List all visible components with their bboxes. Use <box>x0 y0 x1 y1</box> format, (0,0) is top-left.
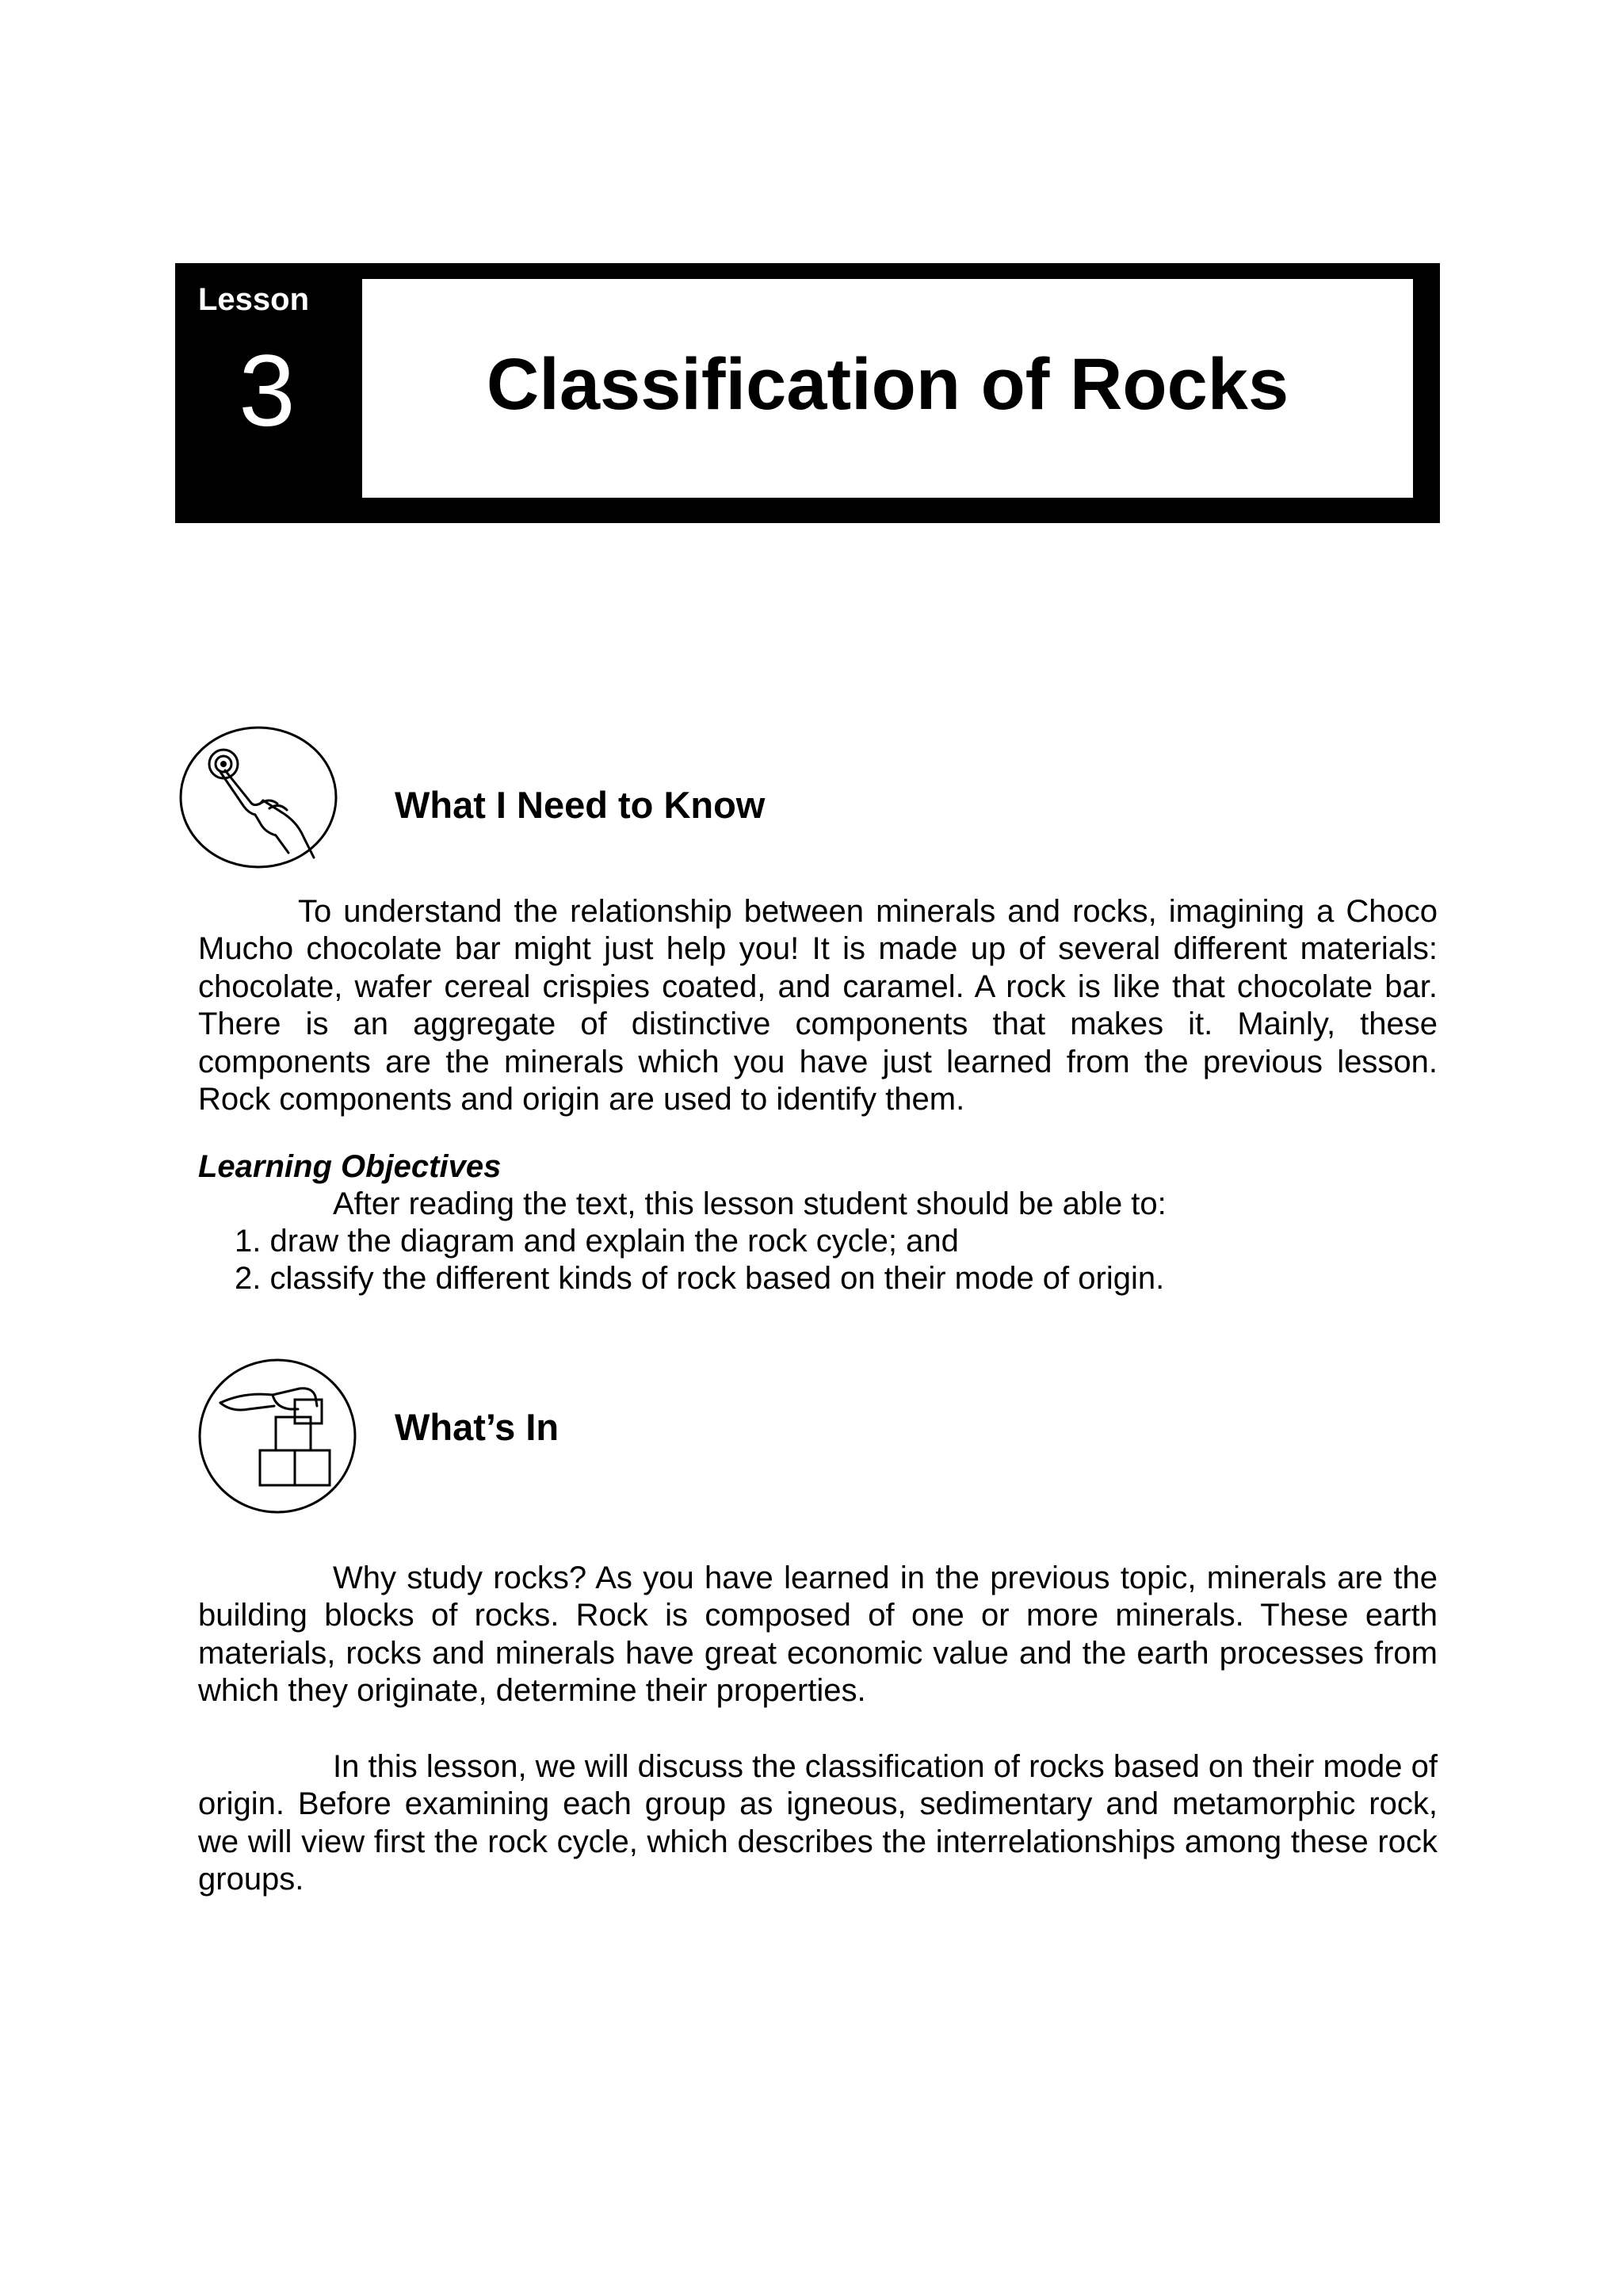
whats-in-paragraph: In this lesson, we will discuss the classification of rocks based on their mode of origin. Before examining each group as igneous, sedimentary and metamorphic rock, we will view first the rock cycle, which describes the interrelationships among these rock groups. <box>198 1749 1438 1897</box>
lesson-number: 3 <box>239 334 296 448</box>
objective-item: 2. classify the different kinds of rock based on their mode of origin. <box>235 1261 1165 1296</box>
section-heading-whats-in: What’s In <box>395 1406 559 1448</box>
section-heading-what-i-need-to-know: What I Need to Know <box>395 784 766 826</box>
lesson-label: Lesson <box>198 282 310 317</box>
whats-in-paragraph: Why study rocks? As you have learned in the previous topic, minerals are the building blocks of rocks. Rock is composed of one or more minerals. These earth materials, rocks and minerals have great economic value and the earth processes from which they originate, determine their properties. <box>198 1561 1438 1709</box>
learning-objectives-heading: Learning Objectives <box>198 1149 502 1184</box>
page-title: Classification of Rocks <box>486 343 1289 425</box>
pointing-hand-icon <box>178 724 339 870</box>
intro-paragraph: To understand the relationship between minerals and rocks, imagining a Choco Mucho chocolate bar might just help you! It is made up of several different materials: chocolate, wafer cereal crispies coated, and caramel. A rock is like that chocolate bar. There is an aggregate of distinctive components that makes it. Mainly, these components are the minerals which you have just learned from the previous lesson. Rock components and origin are used to identify them. <box>198 894 1438 1117</box>
objective-item: 1. draw the diagram and explain the rock cycle; and <box>235 1224 959 1259</box>
stacking-blocks-icon <box>197 1357 358 1515</box>
learning-objectives-intro: After reading the text, this lesson student should be able to: <box>333 1186 1167 1221</box>
title-box <box>359 279 1421 506</box>
